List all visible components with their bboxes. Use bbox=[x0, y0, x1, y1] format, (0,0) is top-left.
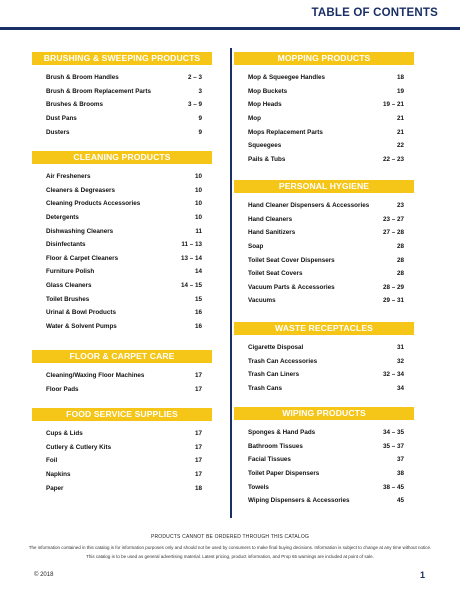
toc-entry bbox=[248, 213, 404, 227]
toc-entry-pages: 16 bbox=[194, 322, 202, 330]
section-waste-receptacles bbox=[234, 322, 414, 395]
toc-entry-pages: 38 bbox=[396, 470, 404, 478]
toc-entry-name: Cleaning Products Accessories bbox=[46, 200, 141, 208]
toc-entry-pages: 28 bbox=[396, 243, 404, 251]
toc-entry bbox=[248, 112, 404, 126]
toc-entry-pages: 18 bbox=[194, 484, 202, 492]
section-personal-hygiene bbox=[234, 180, 414, 308]
toc-entry-name: Mop Buckets bbox=[248, 87, 288, 95]
toc-entry bbox=[46, 468, 202, 482]
toc-entry-name: Urinal & Bowl Products bbox=[46, 309, 116, 317]
toc-entry-pages: 28 bbox=[396, 256, 404, 264]
toc-entry-name: Cutlery & Cutlery Kits bbox=[46, 443, 112, 451]
toc-entry-pages: 17 bbox=[194, 385, 202, 393]
toc-entry bbox=[46, 441, 202, 455]
toc-entry-name: Hand Cleaner Dispensers & Accessories bbox=[248, 202, 370, 210]
toc-entry-pages: 45 bbox=[396, 497, 404, 505]
toc-entry bbox=[46, 369, 202, 383]
toc-entry bbox=[248, 341, 404, 355]
toc-entry-name: Toilet Brushes bbox=[46, 295, 90, 303]
section-header: FOOD SERVICE SUPPLIES bbox=[32, 408, 212, 421]
toc-entry-pages: 11 bbox=[195, 227, 202, 235]
toc-entry-name: Dusters bbox=[46, 128, 70, 136]
toc-entry-pages: 28 bbox=[396, 270, 404, 278]
toc-entry-name: Furniture Polish bbox=[46, 268, 95, 276]
column-divider bbox=[230, 48, 232, 518]
toc-entry-name: Wiping Dispensers & Accessories bbox=[248, 497, 350, 505]
toc-entry-name: Air Fresheners bbox=[46, 173, 91, 181]
toc-list bbox=[32, 427, 212, 495]
title-rule bbox=[0, 27, 460, 30]
toc-list bbox=[32, 71, 212, 139]
toc-entry-name: Cleaning/Waxing Floor Machines bbox=[46, 372, 145, 380]
section-food-service-supplies bbox=[32, 408, 212, 495]
toc-entry bbox=[248, 294, 404, 308]
toc-entry-name: Cleaners & Degreasers bbox=[46, 186, 115, 194]
toc-entry-pages: 2 – 3 bbox=[187, 74, 202, 82]
toc-entry-name: Toilet Seat Cover Dispensers bbox=[248, 256, 335, 264]
toc-entry-name: Foil bbox=[46, 457, 58, 465]
toc-entry-name: Floor & Carpet Cleaners bbox=[46, 254, 119, 262]
toc-entry bbox=[46, 383, 202, 397]
toc-entry bbox=[46, 184, 202, 198]
toc-list bbox=[234, 426, 414, 508]
toc-entry bbox=[248, 98, 404, 112]
toc-list bbox=[32, 170, 212, 333]
toc-entry-name: Squeegees bbox=[248, 142, 282, 150]
toc-entry-name: Dust Pans bbox=[46, 115, 77, 123]
toc-entry bbox=[248, 440, 404, 454]
toc-entry-name: Toilet Seat Covers bbox=[248, 270, 303, 278]
page-number: 1 bbox=[419, 570, 425, 580]
footer-disclaimer: The information contained in this catalog is for information purposes only and should not be used by consumers to make final buying decisions. Information is subject to change at any time without notice. bbox=[28, 545, 432, 550]
toc-entry-name: Cigarette Disposal bbox=[248, 344, 304, 352]
toc-entry-name: Brush & Broom Replacement Parts bbox=[46, 87, 151, 95]
toc-entry-name: Trash Cans bbox=[248, 385, 282, 393]
toc-entry bbox=[248, 368, 404, 382]
section-header: CLEANING PRODUCTS bbox=[32, 151, 212, 164]
toc-entry bbox=[46, 481, 202, 495]
toc-entry bbox=[248, 139, 404, 153]
toc-entry-pages: 37 bbox=[396, 456, 404, 464]
toc-entry bbox=[46, 125, 202, 139]
toc-entry bbox=[46, 224, 202, 238]
toc-entry-pages: 9 bbox=[198, 128, 202, 136]
section-header: WIPING PRODUCTS bbox=[234, 407, 414, 420]
toc-entry-name: Cups & Lids bbox=[46, 430, 83, 438]
toc-entry bbox=[46, 211, 202, 225]
toc-entry bbox=[46, 112, 202, 126]
toc-entry-pages: 22 bbox=[396, 142, 404, 150]
toc-entry-pages: 13 – 14 bbox=[180, 254, 202, 262]
toc-entry bbox=[46, 265, 202, 279]
toc-entry bbox=[248, 480, 404, 494]
toc-entry-pages: 21 bbox=[396, 115, 404, 123]
toc-entry bbox=[46, 238, 202, 252]
toc-entry-name: Trash Can Accessories bbox=[248, 357, 318, 365]
toc-entry-pages: 38 – 45 bbox=[382, 483, 404, 491]
toc-entry-pages: 10 bbox=[194, 173, 202, 181]
toc-entry bbox=[46, 85, 202, 99]
toc-entry bbox=[248, 85, 404, 99]
toc-entry-pages: 17 bbox=[194, 457, 202, 465]
toc-entry-name: Detergents bbox=[46, 214, 79, 222]
toc-entry-pages: 32 – 34 bbox=[382, 371, 404, 379]
toc-entry bbox=[248, 494, 404, 508]
toc-entry-pages: 10 bbox=[194, 214, 202, 222]
toc-entry bbox=[248, 253, 404, 267]
toc-entry-pages: 32 bbox=[396, 357, 404, 365]
toc-entry-pages: 19 – 21 bbox=[382, 101, 404, 109]
toc-entry-name: Towels bbox=[248, 483, 269, 491]
toc-entry-name: Sponges & Hand Pads bbox=[248, 429, 316, 437]
toc-entry-pages: 23 bbox=[396, 202, 404, 210]
toc-entry bbox=[248, 426, 404, 440]
toc-entry-name: Brush & Broom Handles bbox=[46, 74, 119, 82]
toc-entry-pages: 23 – 27 bbox=[382, 215, 404, 223]
toc-entry-pages: 17 bbox=[194, 372, 202, 380]
toc-entry bbox=[46, 454, 202, 468]
toc-entry-name: Bathroom Tissues bbox=[248, 442, 303, 450]
toc-entry-pages: 11 – 13 bbox=[181, 241, 202, 249]
toc-entry-pages: 9 bbox=[198, 115, 202, 123]
page-title: TABLE OF CONTENTS bbox=[311, 7, 438, 19]
section-cleaning-products bbox=[32, 151, 212, 333]
toc-entry-pages: 10 bbox=[194, 200, 202, 208]
toc-entry-name: Napkins bbox=[46, 471, 71, 479]
toc-entry bbox=[248, 226, 404, 240]
toc-entry bbox=[46, 320, 202, 334]
footer-advertising: This catalog is to be used as general advertising material. Latest pricing, product information, and Prop 65 warnings are included at point of sale. bbox=[86, 554, 374, 559]
toc-entry bbox=[46, 292, 202, 306]
toc-entry bbox=[46, 279, 202, 293]
toc-entry-pages: 17 bbox=[194, 443, 202, 451]
toc-entry bbox=[248, 355, 404, 369]
toc-entry-name: Trash Can Liners bbox=[248, 371, 300, 379]
toc-entry-name: Brushes & Brooms bbox=[46, 101, 104, 109]
toc-entry-pages: 16 bbox=[194, 309, 202, 317]
toc-entry-name: Mop bbox=[248, 115, 261, 123]
section-mopping-products bbox=[234, 52, 414, 166]
toc-entry bbox=[46, 197, 202, 211]
toc-entry-pages: 28 – 29 bbox=[382, 283, 404, 291]
toc-entry-name: Floor Pads bbox=[46, 385, 79, 393]
footer bbox=[0, 534, 460, 559]
toc-entry-name: Hand Sanitizers bbox=[248, 229, 296, 237]
toc-entry-pages: 15 bbox=[194, 295, 202, 303]
toc-entry-name: Vacuums bbox=[248, 297, 276, 305]
section-wiping-products bbox=[234, 407, 414, 508]
toc-entry bbox=[46, 306, 202, 320]
toc-entry bbox=[46, 427, 202, 441]
toc-entry bbox=[46, 71, 202, 85]
toc-list bbox=[32, 369, 212, 396]
toc-entry-pages: 34 bbox=[396, 385, 404, 393]
toc-entry-pages: 19 bbox=[396, 87, 404, 95]
toc-entry-name: Mop & Squeegee Handles bbox=[248, 74, 325, 82]
section-header: PERSONAL HYGIENE bbox=[234, 180, 414, 193]
toc-entry bbox=[248, 382, 404, 396]
toc-entry bbox=[248, 453, 404, 467]
toc-entry bbox=[248, 199, 404, 213]
toc-entry bbox=[46, 252, 202, 266]
toc-entry-name: Dishwashing Cleaners bbox=[46, 227, 114, 235]
section-floor-and-carpet-care bbox=[32, 350, 212, 396]
toc-entry-pages: 17 bbox=[194, 471, 202, 479]
toc-entry-pages: 29 – 31 bbox=[382, 297, 404, 305]
section-header: WASTE RECEPTACLES bbox=[234, 322, 414, 335]
toc-entry-name: Toilet Paper Dispensers bbox=[248, 470, 320, 478]
toc-entry-pages: 3 bbox=[198, 87, 202, 95]
toc-entry-pages: 14 bbox=[194, 268, 202, 276]
toc-entry bbox=[248, 240, 404, 254]
toc-entry-pages: 34 – 35 bbox=[382, 429, 404, 437]
toc-entry-pages: 31 bbox=[396, 344, 404, 352]
toc-entry-pages: 14 – 15 bbox=[180, 282, 202, 290]
toc-entry-name: Vacuum Parts & Accessories bbox=[248, 283, 335, 291]
toc-entry bbox=[248, 281, 404, 295]
toc-entry bbox=[248, 71, 404, 85]
toc-entry bbox=[248, 467, 404, 481]
toc-entry-pages: 27 – 28 bbox=[382, 229, 404, 237]
toc-entry-pages: 22 – 23 bbox=[382, 155, 404, 163]
section-header: BRUSHING & SWEEPING PRODUCTS bbox=[32, 52, 212, 65]
toc-list bbox=[234, 71, 414, 166]
section-brushing-and-sweeping-products bbox=[32, 52, 212, 139]
toc-entry-name: Mop Heads bbox=[248, 101, 282, 109]
toc-list bbox=[234, 341, 414, 395]
toc-entry-name: Water & Solvent Pumps bbox=[46, 322, 117, 330]
toc-entry-pages: 3 – 9 bbox=[187, 101, 202, 109]
toc-entry-pages: 18 bbox=[396, 74, 404, 82]
toc-entry-name: Mops Replacement Parts bbox=[248, 128, 323, 136]
toc-list bbox=[234, 199, 414, 308]
copyright: © 2018 bbox=[34, 572, 54, 578]
toc-entry-pages: 17 bbox=[194, 430, 202, 438]
section-header: MOPPING PRODUCTS bbox=[234, 52, 414, 65]
footer-notice: PRODUCTS CANNOT BE ORDERED THROUGH THIS CATALOG bbox=[150, 534, 310, 540]
toc-entry-name: Paper bbox=[46, 484, 64, 492]
toc-entry-name: Disinfectants bbox=[46, 241, 86, 249]
toc-entry bbox=[248, 153, 404, 167]
toc-entry bbox=[248, 267, 404, 281]
toc-entry-pages: 10 bbox=[194, 186, 202, 194]
toc-entry-name: Soap bbox=[248, 243, 264, 251]
toc-entry-pages: 35 – 37 bbox=[382, 442, 404, 450]
toc-entry-name: Pails & Tubs bbox=[248, 155, 286, 163]
toc-entry bbox=[46, 98, 202, 112]
toc-entry-name: Hand Cleaners bbox=[248, 215, 293, 223]
toc-entry-name: Glass Cleaners bbox=[46, 282, 92, 290]
toc-entry-name: Facial Tissues bbox=[248, 456, 291, 464]
section-header: FLOOR & CARPET CARE bbox=[32, 350, 212, 363]
toc-entry bbox=[248, 125, 404, 139]
toc-entry-pages: 21 bbox=[396, 128, 404, 136]
toc-entry bbox=[46, 170, 202, 184]
